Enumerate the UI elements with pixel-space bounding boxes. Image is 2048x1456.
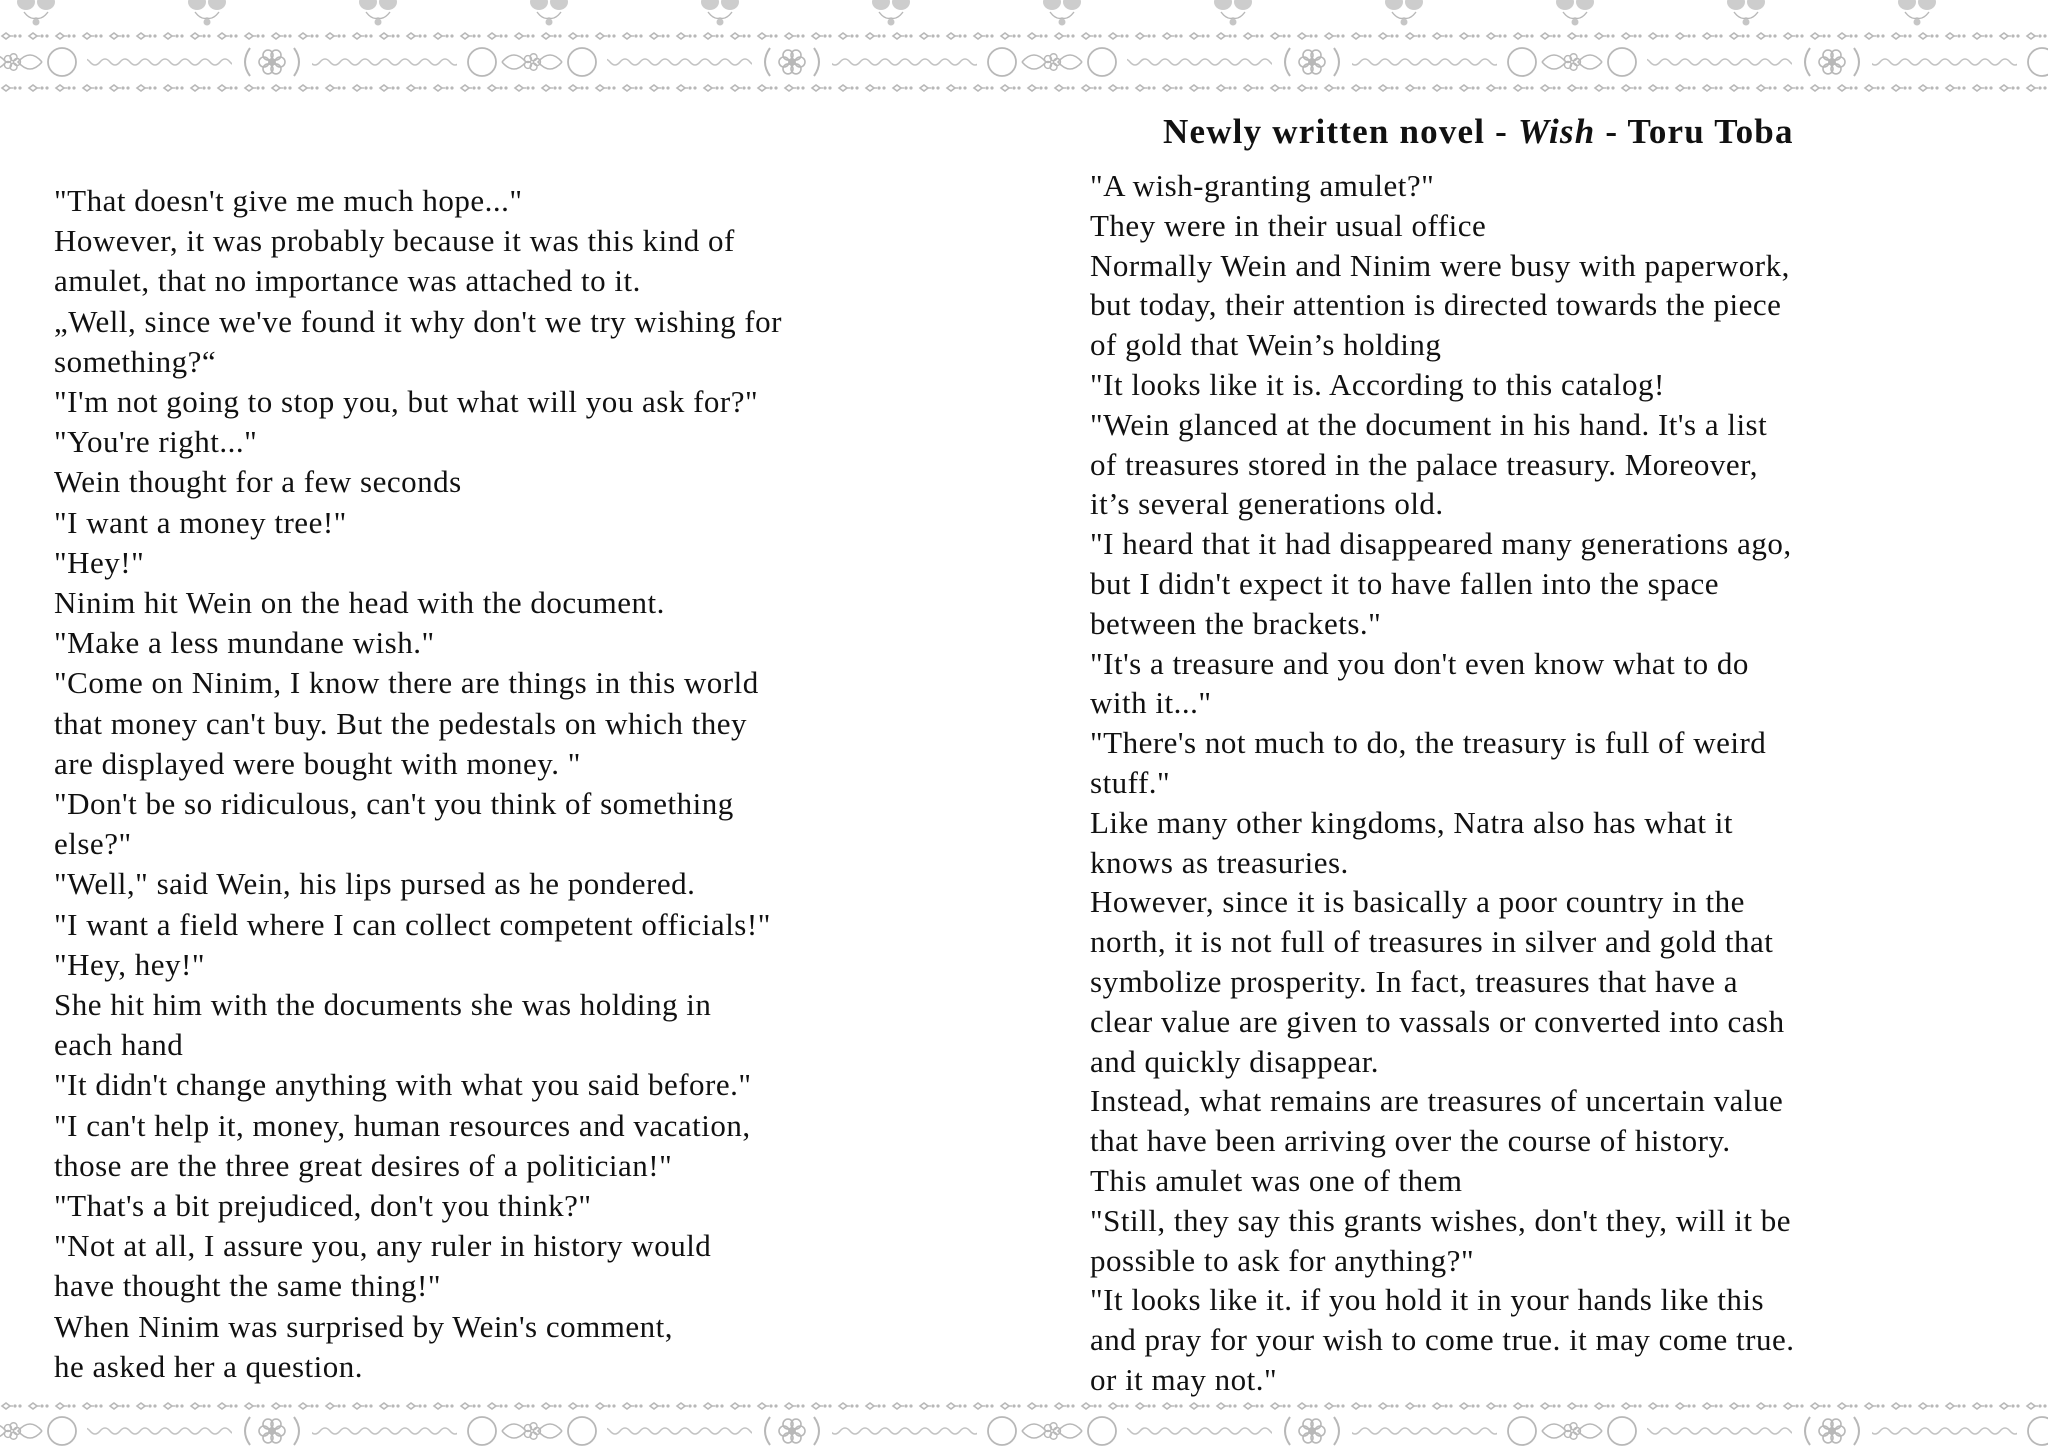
text-line: "That doesn't give me much hope..." xyxy=(54,183,523,218)
text-line: "You're right..." xyxy=(54,424,258,460)
text-line: This amulet was one of them xyxy=(1090,1162,1463,1198)
text-line: „Well, since we've found it why don't we try wishing for xyxy=(54,303,782,339)
text-line: Ninim hit Wein on the head with the document. xyxy=(54,585,665,621)
leaf-ornament xyxy=(1497,1415,1647,1447)
text-line: "Well," said Wein, his lips pursed as he pondered. xyxy=(54,866,696,902)
flower-medallion xyxy=(1272,46,1352,78)
text-line: with it..." xyxy=(1090,685,1212,721)
flower-medallion xyxy=(752,46,832,78)
vine-ornament-row xyxy=(0,1415,2048,1447)
leaf-ornament xyxy=(457,46,607,78)
leaf-ornament xyxy=(2017,46,2048,78)
flower-medallion xyxy=(1792,1415,1872,1447)
title-italic-wish: Wish xyxy=(1517,112,1596,151)
text-line: "Still, they say this grants wishes, don't they, will it be xyxy=(1090,1202,1791,1238)
text-line: "Come on Ninim, I know there are things in this world xyxy=(54,665,759,701)
text-line: knows as treasuries. xyxy=(1090,844,1349,880)
text-line: but I didn't expect it to have fallen into the space xyxy=(1090,565,1720,601)
text-line: that money can't buy. But the pedestals on which they xyxy=(54,705,747,741)
text-line: Normally Wein and Ninim were busy with paperwork, xyxy=(1090,247,1790,283)
top-floral-border xyxy=(0,0,2048,96)
dotted-rule xyxy=(2,85,2047,91)
text-line: "Wein glanced at the document in his hand. It's a list xyxy=(1090,406,1768,442)
tulip-motif-row xyxy=(17,0,1936,26)
text-line: However, since it is basically a poor country in the xyxy=(1090,884,1745,920)
text-line: "It didn't change anything with what you said before." xyxy=(54,1067,752,1103)
text-line: between the brackets." xyxy=(1090,605,1382,641)
text-line: symbolize prosperity. In fact, treasures that have a xyxy=(1090,963,1739,999)
text-line: "A wish-granting amulet?" xyxy=(1090,168,1435,203)
text-line: "Don't be so ridiculous, can't you think of something xyxy=(54,786,734,822)
text-line: possible to ask for anything?" xyxy=(1090,1242,1475,1278)
text-line: he asked her a question. xyxy=(54,1348,363,1384)
text-line: something?“ xyxy=(54,343,217,379)
text-line: each hand xyxy=(54,1027,184,1063)
page-title xyxy=(1163,112,1794,152)
text-line: "It looks like it is. According to this catalog! xyxy=(1090,366,1665,402)
text-line: and quickly disappear. xyxy=(1090,1043,1380,1079)
text-line: amulet, that no importance was attached to it. xyxy=(54,263,641,299)
text-line: "Make a less mundane wish." xyxy=(54,625,435,661)
text-line: of gold that Wein’s holding xyxy=(1090,327,1442,363)
text-line: that have been arriving over the course of history. xyxy=(1090,1123,1731,1159)
text-line: "I heard that it had disappeared many generations ago, xyxy=(1090,526,1792,562)
text-line: When Ninim was surprised by Wein's comment, xyxy=(54,1308,673,1344)
text-line: "I can't help it, money, human resources and vacation, xyxy=(54,1107,751,1143)
text-line: but today, their attention is directed towards the piece xyxy=(1090,287,1782,323)
bottom-floral-border xyxy=(0,1398,2048,1456)
floral-ornament-border-icon xyxy=(0,1398,2048,1456)
leaf-ornament xyxy=(0,1415,87,1447)
text-line: it’s several generations old. xyxy=(1090,486,1444,522)
text-line: She hit him with the documents she was holding in xyxy=(54,987,712,1023)
text-line: are displayed were bought with money. " xyxy=(54,745,581,781)
title-suffix-author: - Toru Toba xyxy=(1595,112,1794,151)
text-line: "It looks like it. if you hold it in your hands like this xyxy=(1090,1282,1765,1318)
leaf-ornament xyxy=(0,46,87,78)
text-line: "Hey!" xyxy=(54,544,145,580)
text-line: those are the three great desires of a politician!" xyxy=(54,1147,673,1183)
text-line: or it may not." xyxy=(1090,1361,1278,1397)
text-line: They were in their usual office xyxy=(1090,207,1487,243)
leaf-ornament xyxy=(977,1415,1127,1447)
flower-medallion xyxy=(232,1415,312,1447)
right-page-text xyxy=(1090,166,1795,1400)
text-line: "Hey, hey!" xyxy=(54,946,206,982)
text-line: "I want a field where I can collect competent officials!" xyxy=(54,906,771,942)
leaf-ornament xyxy=(2017,1415,2048,1447)
text-line: Like many other kingdoms, Natra also has what it xyxy=(1090,804,1734,840)
vine-ornament-row xyxy=(0,46,2048,78)
left-page-text xyxy=(54,181,782,1387)
text-line: "There's not much to do, the treasury is full of weird xyxy=(1090,725,1767,761)
floral-ornament-border-icon xyxy=(0,0,2048,96)
text-line: Instead, what remains are treasures of uncertain value xyxy=(1090,1083,1784,1119)
leaf-ornament xyxy=(977,46,1127,78)
flower-medallion xyxy=(232,46,312,78)
dotted-rule xyxy=(2,1403,2047,1409)
text-line: "It's a treasure and you don't even know what to do xyxy=(1090,645,1749,681)
dotted-rule xyxy=(2,33,2047,39)
text-line: "I want a money tree!" xyxy=(54,504,347,540)
text-line: "I'm not going to stop you, but what will you ask for?" xyxy=(54,384,759,420)
text-line: else?" xyxy=(54,826,132,862)
leaf-ornament xyxy=(1497,46,1647,78)
leaf-ornament xyxy=(457,1415,607,1447)
text-line: of treasures stored in the palace treasury. Moreover, xyxy=(1090,446,1758,482)
text-line: have thought the same thing!" xyxy=(54,1268,442,1304)
text-line: and pray for your wish to come true. it may come true. xyxy=(1090,1322,1795,1358)
text-line: stuff." xyxy=(1090,764,1171,800)
text-line: "That's a bit prejudiced, don't you think?" xyxy=(54,1188,592,1224)
text-line: However, it was probably because it was this kind of xyxy=(54,223,735,259)
text-line: clear value are given to vassals or converted into cash xyxy=(1090,1003,1785,1039)
text-line: "Not at all, I assure you, any ruler in history would xyxy=(54,1228,712,1264)
flower-medallion xyxy=(1792,46,1872,78)
title-prefix: Newly written novel - xyxy=(1163,112,1518,151)
text-line: Wein thought for a few seconds xyxy=(54,464,462,500)
flower-medallion xyxy=(752,1415,832,1447)
flower-medallion xyxy=(1272,1415,1352,1447)
text-line: north, it is not full of treasures in silver and gold that xyxy=(1090,924,1774,960)
